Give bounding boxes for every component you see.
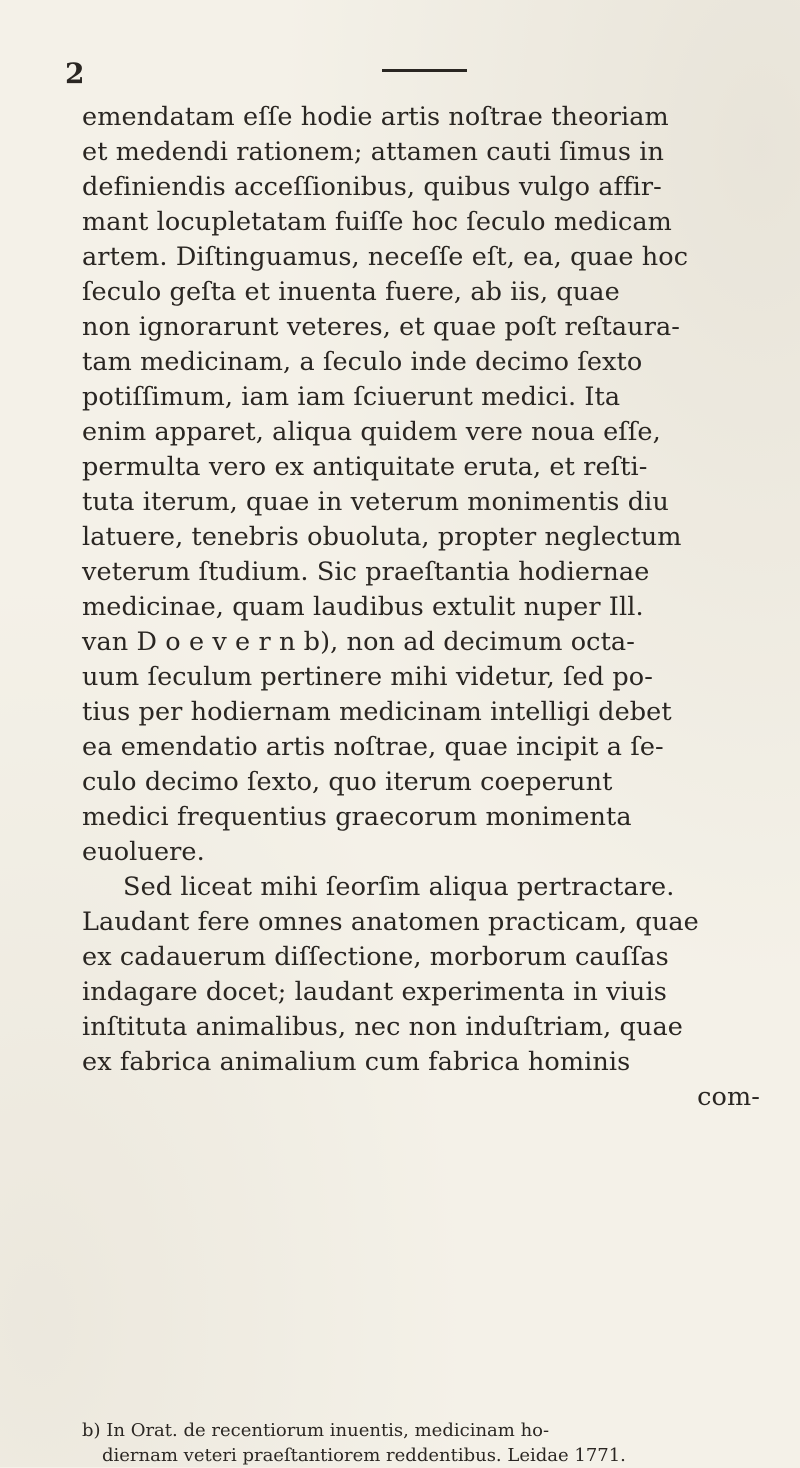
text-line: inſtituta animalibus, nec non induſtriam, quae [82,1012,683,1042]
text-line: ſeculo geſta et inuenta fuere, ab iis, quae [82,277,620,307]
text-line: mant locupletatam fuiſſe hoc ſeculo medicam [82,207,672,237]
text-line: latuere, tenebris obuoluta, propter neglectum [82,522,682,552]
text-line: tam medicinam, a ſeculo inde decimo ſexto [82,347,643,377]
catchword: com- [697,1082,760,1112]
footnote [82,1418,782,1468]
text-line: non ignorarunt veteres, et quae poſt reſtaura- [82,312,681,342]
text-line: ex cadauerum diſſectione, morborum cauſſas [82,942,669,972]
paragraph-2-first-line: Sed liceat mihi ſeorſim aliqua pertractare. [123,872,675,902]
footnote-line-1: b) In Orat. de recentiorum inuentis, medicinam ho- [82,1420,550,1441]
text-line: ex fabrica animalium cum fabrica hominis [82,1047,631,1077]
body-text [82,100,772,1115]
page-number: 2 [65,57,85,90]
text-line: tuta iterum, quae in veterum monimentis diu [82,487,669,517]
text-line: definiendis acceſſionibus, quibus vulgo affir- [82,172,662,202]
text-line: permulta vero ex antiquitate eruta, et reſti- [82,452,648,482]
text-line: euoluere. [82,837,205,867]
footnote-line-2: diernam veteri praeſtantiorem reddentibus. Leidae 1771. [102,1445,626,1466]
text-line: et medendi rationem; attamen cauti ſimus in [82,137,665,167]
text-line: enim apparet, aliqua quidem vere noua eſſe, [82,417,661,447]
text-line: van D o e v e r n b), non ad decimum octa- [82,627,635,657]
text-line: indagare docet; laudant experimenta in viuis [82,977,667,1007]
header-rule [382,69,467,72]
text-line: emendatam eſſe hodie artis noſtrae theoriam [82,102,669,132]
text-line: culo decimo ſexto, quo iterum coeperunt [82,767,613,797]
text-line: uum ſeculum pertinere mihi videtur, ſed po- [82,662,653,692]
text-line: Laudant fere omnes anatomen practicam, quae [82,907,699,937]
text-line: ea emendatio artis noſtrae, quae incipit a ſe- [82,732,664,762]
text-line: artem. Diſtinguamus, neceſſe eſt, ea, quae hoc [82,242,689,272]
text-line: medici frequentius graecorum monimenta [82,802,632,832]
text-line: tius per hodiernam medicinam intelligi debet [82,697,672,727]
text-line: potiſſimum, iam iam ſciuerunt medici. Ita [82,382,621,412]
text-line: veterum ſtudium. Sic praeſtantia hodiernae [82,557,650,587]
text-line: medicinae, quam laudibus extulit nuper Ill. [82,592,644,622]
